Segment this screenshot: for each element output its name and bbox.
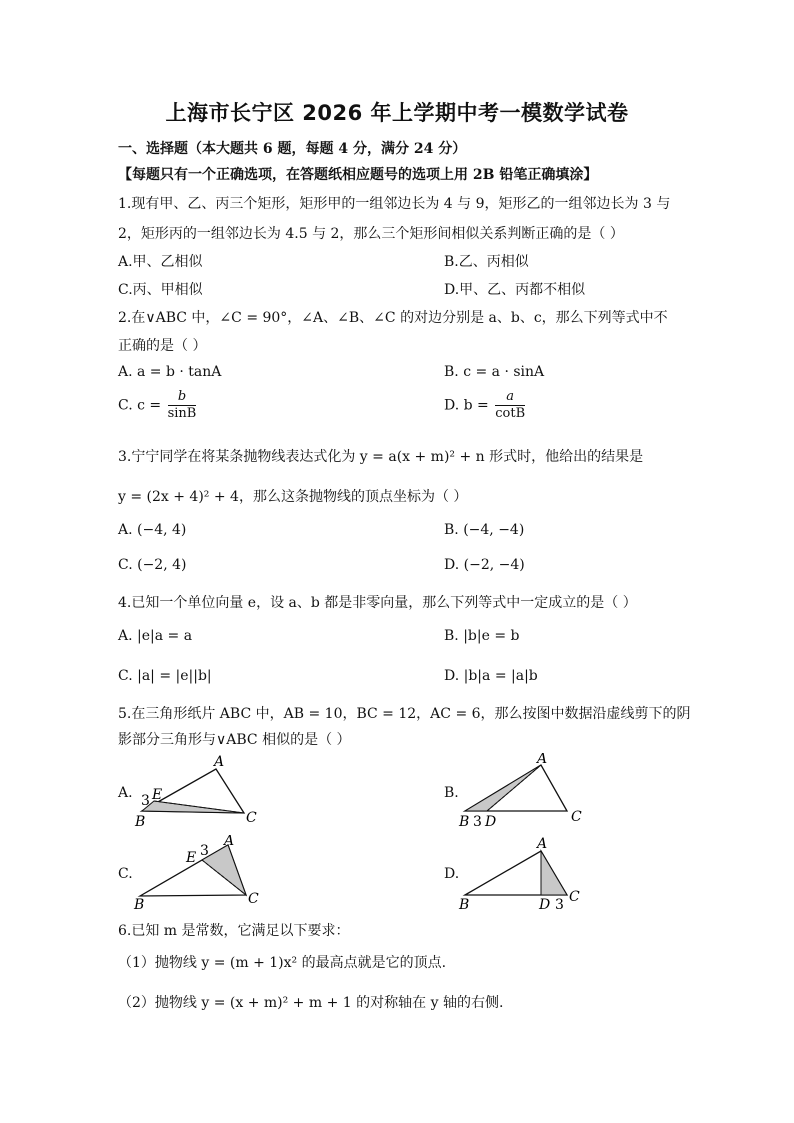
q4-option-d[interactable]: D. |b|a = |a|b: [444, 668, 538, 684]
q2-option-d-prefix: D. b =: [444, 397, 489, 414]
label-a: A: [214, 755, 225, 770]
q2-option-d[interactable]: [444, 389, 525, 422]
q6-requirement-2: （2）抛物线 y = (x + m)² + m + 1 的对称轴在 y 轴的右侧.: [118, 995, 504, 1011]
label-3: 3: [473, 814, 482, 830]
shaded-triangle-b: [465, 765, 541, 811]
label-d: D: [485, 814, 497, 830]
q1-option-c[interactable]: C.丙、甲相似: [118, 282, 203, 298]
q4-option-b[interactable]: B. |b|e = b: [444, 628, 520, 644]
q5-figure-a-label[interactable]: A.: [118, 785, 133, 801]
q5-line1: 5.在三角形纸片 ABC 中，AB = 10，BC = 12，AC = 6，那么按图中数据沿虚线剪下的阴: [118, 706, 691, 722]
label-d: D: [539, 897, 551, 913]
label-3: 3: [200, 843, 209, 859]
q2-c-numerator: b: [168, 389, 197, 406]
q3-line1: 3.宁宁同学在将某条抛物线表达式化为 y = a(x + m)² + n 形式时，他给出的结果是: [118, 449, 644, 465]
label-c: C: [246, 810, 257, 826]
cut-line-b: [487, 765, 541, 811]
label-c: C: [248, 891, 259, 907]
q6-line1: 6.已知 m 是常数，它满足以下要求：: [118, 923, 350, 939]
q3-option-a[interactable]: A. (−4, 4): [118, 522, 187, 538]
shaded-triangle-d: [541, 851, 567, 895]
q4-option-c[interactable]: C. |a| = |e||b|: [118, 668, 212, 684]
page-title: 上海市长宁区 2026 年上学期中考一模数学试卷: [165, 101, 629, 125]
q1-option-a[interactable]: A.甲、乙相似: [118, 254, 203, 270]
q1-option-b[interactable]: B.乙、丙相似: [444, 254, 529, 270]
q2-option-b[interactable]: B. c = a · sinA: [444, 364, 545, 380]
q2-option-c-fraction: [168, 389, 197, 422]
section-heading: 一、选择题（本大题共 6 题，每题 4 分，满分 24 分）: [118, 141, 467, 157]
q5-line2: 影部分三角形与∨ABC 相似的是（ ）: [118, 732, 351, 748]
q2-option-a[interactable]: A. a = b · tanA: [118, 364, 222, 380]
q5-figure-b: [455, 753, 595, 831]
q2-option-c[interactable]: [118, 389, 196, 422]
label-e: E: [186, 850, 197, 866]
label-b: B: [459, 814, 470, 830]
q2-option-d-fraction: [495, 389, 525, 422]
q4-line1: 4.已知一个单位向量 e，设 a、b 都是非零向量，那么下列等式中一定成立的是（ ）: [118, 595, 637, 611]
q2-d-denominator: cotB: [495, 406, 526, 421]
q5-figure-d-label[interactable]: D.: [444, 866, 460, 882]
q3-option-b[interactable]: B. (−4, −4): [444, 522, 525, 538]
label-b: B: [135, 814, 146, 830]
label-b: B: [459, 897, 470, 913]
q2-option-c-prefix: C. c =: [118, 397, 162, 414]
section-instruction: 【每题只有一个正确选项，在答题纸相应题号的选项上用 2B 铅笔正确填涂】: [118, 167, 598, 183]
q1-line1: 1.现有甲、乙、丙三个矩形，矩形甲的一组邻边长为 4 与 9，矩形乙的一组邻边长为 3 与: [118, 196, 671, 212]
q3-line2: y = (2x + 4)² + 4，那么这条抛物线的顶点坐标为（ ）: [118, 489, 468, 505]
q1-line2: 2，矩形丙的一组邻边长为 4.5 与 2，那么三个矩形间相似关系判断正确的是（ ）: [118, 226, 624, 242]
label-3: 3: [555, 897, 564, 913]
label-c: C: [569, 889, 580, 905]
label-c: C: [571, 809, 582, 825]
label-e: E: [152, 787, 163, 803]
label-a: A: [537, 753, 548, 767]
label-3: 3: [141, 793, 150, 809]
label-a: A: [537, 836, 548, 852]
q3-option-d[interactable]: D. (−2, −4): [444, 557, 525, 573]
label-b: B: [134, 897, 145, 913]
q2-line1: 2.在∨ABC 中，∠C = 90°，∠A、∠B、∠C 的对边分别是 a、b、c，那么下列等式中不: [118, 310, 668, 326]
q1-option-d[interactable]: D.甲、乙、丙都不相似: [444, 282, 586, 298]
label-a: A: [224, 835, 235, 849]
q6-requirement-1: （1）抛物线 y = (m + 1)x² 的最高点就是它的顶点.: [118, 955, 447, 971]
q2-d-numerator: a: [495, 389, 525, 406]
q3-option-c[interactable]: C. (−2, 4): [118, 557, 187, 573]
q2-line2: 正确的是（ ）: [118, 338, 207, 354]
q5-figure-d: [455, 835, 595, 913]
q5-figure-c: [130, 835, 270, 913]
q4-option-a[interactable]: A. |e|a = a: [118, 628, 193, 644]
q5-figure-a: [130, 755, 270, 830]
q5-figure-b-label[interactable]: B.: [444, 785, 459, 801]
q5-figure-c-label[interactable]: C.: [118, 866, 133, 882]
q2-c-denominator: sinB: [167, 406, 197, 421]
